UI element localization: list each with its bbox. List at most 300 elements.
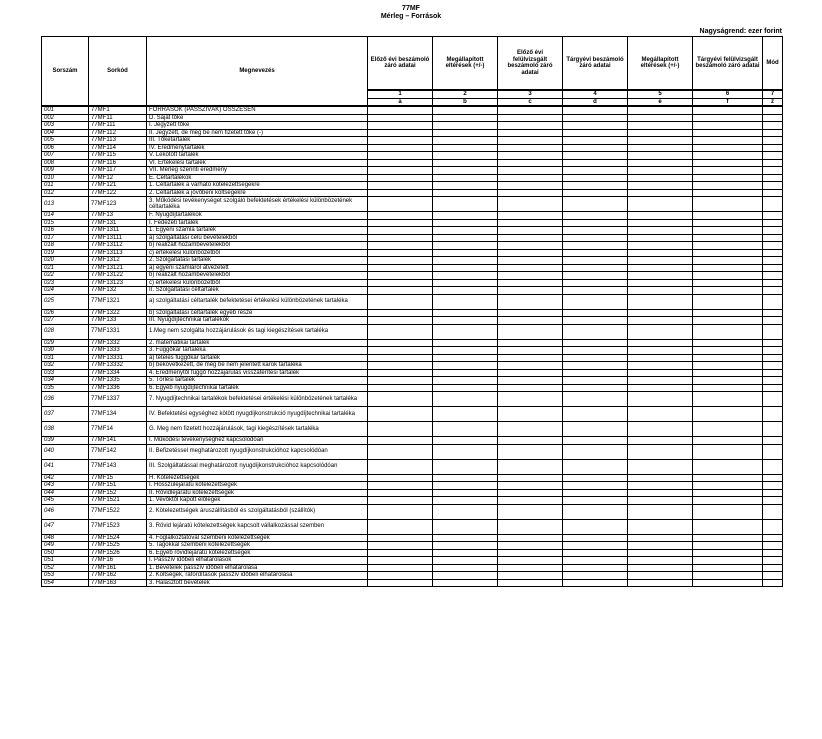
value-cell[interactable] — [628, 317, 693, 325]
value-cell[interactable] — [498, 347, 563, 355]
mode-cell[interactable] — [763, 542, 783, 550]
value-cell[interactable] — [498, 444, 563, 459]
value-cell[interactable] — [433, 249, 498, 257]
value-cell[interactable] — [498, 122, 563, 130]
mode-cell[interactable] — [763, 279, 783, 287]
value-cell[interactable] — [563, 167, 628, 175]
value-cell[interactable] — [433, 257, 498, 265]
mode-cell[interactable] — [763, 489, 783, 497]
value-cell[interactable] — [563, 114, 628, 122]
mode-cell[interactable] — [763, 579, 783, 587]
value-cell[interactable] — [693, 106, 763, 114]
value-cell[interactable] — [433, 474, 498, 482]
value-cell[interactable] — [628, 437, 693, 445]
value-cell[interactable] — [693, 242, 763, 250]
value-cell[interactable] — [628, 294, 693, 309]
value-cell[interactable] — [628, 339, 693, 347]
value-cell[interactable] — [628, 369, 693, 377]
value-cell[interactable] — [628, 167, 693, 175]
mode-cell[interactable] — [763, 309, 783, 317]
value-cell[interactable] — [498, 384, 563, 392]
value-cell[interactable] — [433, 159, 498, 167]
value-cell[interactable] — [368, 572, 433, 580]
mode-cell[interactable] — [763, 167, 783, 175]
value-cell[interactable] — [563, 174, 628, 182]
value-cell[interactable] — [693, 392, 763, 407]
value-cell[interactable] — [433, 519, 498, 534]
value-cell[interactable] — [498, 579, 563, 587]
value-cell[interactable] — [563, 189, 628, 197]
value-cell[interactable] — [498, 369, 563, 377]
value-cell[interactable] — [628, 144, 693, 152]
mode-cell[interactable] — [763, 257, 783, 265]
value-cell[interactable] — [628, 182, 693, 190]
value-cell[interactable] — [368, 549, 433, 557]
value-cell[interactable] — [693, 579, 763, 587]
value-cell[interactable] — [433, 362, 498, 370]
value-cell[interactable] — [498, 482, 563, 490]
value-cell[interactable] — [368, 309, 433, 317]
value-cell[interactable] — [693, 437, 763, 445]
value-cell[interactable] — [693, 182, 763, 190]
value-cell[interactable] — [498, 557, 563, 565]
value-cell[interactable] — [433, 339, 498, 347]
value-cell[interactable] — [693, 474, 763, 482]
value-cell[interactable] — [628, 279, 693, 287]
value-cell[interactable] — [563, 182, 628, 190]
value-cell[interactable] — [628, 534, 693, 542]
value-cell[interactable] — [628, 272, 693, 280]
value-cell[interactable] — [563, 354, 628, 362]
mode-cell[interactable] — [763, 114, 783, 122]
value-cell[interactable] — [628, 152, 693, 160]
value-cell[interactable] — [433, 354, 498, 362]
value-cell[interactable] — [433, 294, 498, 309]
value-cell[interactable] — [498, 354, 563, 362]
value-cell[interactable] — [563, 294, 628, 309]
value-cell[interactable] — [563, 384, 628, 392]
value-cell[interactable] — [693, 444, 763, 459]
value-cell[interactable] — [368, 287, 433, 295]
value-cell[interactable] — [628, 219, 693, 227]
value-cell[interactable] — [693, 309, 763, 317]
value-cell[interactable] — [628, 324, 693, 339]
mode-cell[interactable] — [763, 287, 783, 295]
value-cell[interactable] — [628, 106, 693, 114]
value-cell[interactable] — [368, 317, 433, 325]
value-cell[interactable] — [498, 114, 563, 122]
value-cell[interactable] — [498, 129, 563, 137]
mode-cell[interactable] — [763, 272, 783, 280]
value-cell[interactable] — [563, 227, 628, 235]
value-cell[interactable] — [433, 407, 498, 422]
value-cell[interactable] — [498, 534, 563, 542]
value-cell[interactable] — [433, 557, 498, 565]
value-cell[interactable] — [368, 242, 433, 250]
value-cell[interactable] — [368, 504, 433, 519]
value-cell[interactable] — [368, 377, 433, 385]
value-cell[interactable] — [498, 212, 563, 220]
value-cell[interactable] — [433, 504, 498, 519]
mode-cell[interactable] — [763, 482, 783, 490]
value-cell[interactable] — [563, 557, 628, 565]
mode-cell[interactable] — [763, 242, 783, 250]
value-cell[interactable] — [368, 279, 433, 287]
mode-cell[interactable] — [763, 227, 783, 235]
value-cell[interactable] — [368, 197, 433, 212]
value-cell[interactable] — [563, 422, 628, 437]
value-cell[interactable] — [433, 497, 498, 505]
mode-cell[interactable] — [763, 407, 783, 422]
value-cell[interactable] — [498, 174, 563, 182]
mode-cell[interactable] — [763, 362, 783, 370]
value-cell[interactable] — [628, 407, 693, 422]
value-cell[interactable] — [368, 189, 433, 197]
value-cell[interactable] — [628, 549, 693, 557]
value-cell[interactable] — [433, 264, 498, 272]
value-cell[interactable] — [368, 212, 433, 220]
value-cell[interactable] — [433, 317, 498, 325]
value-cell[interactable] — [433, 572, 498, 580]
value-cell[interactable] — [628, 579, 693, 587]
value-cell[interactable] — [368, 122, 433, 130]
value-cell[interactable] — [368, 137, 433, 145]
value-cell[interactable] — [563, 564, 628, 572]
value-cell[interactable] — [368, 227, 433, 235]
value-cell[interactable] — [433, 534, 498, 542]
value-cell[interactable] — [628, 482, 693, 490]
value-cell[interactable] — [563, 234, 628, 242]
value-cell[interactable] — [693, 212, 763, 220]
value-cell[interactable] — [628, 287, 693, 295]
mode-cell[interactable] — [763, 152, 783, 160]
value-cell[interactable] — [628, 309, 693, 317]
value-cell[interactable] — [368, 167, 433, 175]
value-cell[interactable] — [628, 504, 693, 519]
mode-cell[interactable] — [763, 377, 783, 385]
value-cell[interactable] — [693, 144, 763, 152]
value-cell[interactable] — [693, 294, 763, 309]
value-cell[interactable] — [368, 437, 433, 445]
mode-cell[interactable] — [763, 444, 783, 459]
value-cell[interactable] — [368, 384, 433, 392]
value-cell[interactable] — [628, 227, 693, 235]
mode-cell[interactable] — [763, 264, 783, 272]
value-cell[interactable] — [563, 444, 628, 459]
value-cell[interactable] — [693, 114, 763, 122]
mode-cell[interactable] — [763, 369, 783, 377]
value-cell[interactable] — [433, 279, 498, 287]
value-cell[interactable] — [498, 392, 563, 407]
mode-cell[interactable] — [763, 182, 783, 190]
mode-cell[interactable] — [763, 564, 783, 572]
value-cell[interactable] — [693, 249, 763, 257]
mode-cell[interactable] — [763, 234, 783, 242]
value-cell[interactable] — [628, 159, 693, 167]
value-cell[interactable] — [498, 564, 563, 572]
value-cell[interactable] — [563, 474, 628, 482]
value-cell[interactable] — [693, 219, 763, 227]
value-cell[interactable] — [368, 106, 433, 114]
value-cell[interactable] — [433, 242, 498, 250]
value-cell[interactable] — [628, 444, 693, 459]
mode-cell[interactable] — [763, 474, 783, 482]
value-cell[interactable] — [563, 579, 628, 587]
value-cell[interactable] — [368, 354, 433, 362]
value-cell[interactable] — [693, 482, 763, 490]
mode-cell[interactable] — [763, 504, 783, 519]
value-cell[interactable] — [498, 377, 563, 385]
mode-cell[interactable] — [763, 437, 783, 445]
value-cell[interactable] — [563, 482, 628, 490]
value-cell[interactable] — [498, 317, 563, 325]
mode-cell[interactable] — [763, 159, 783, 167]
value-cell[interactable] — [693, 504, 763, 519]
value-cell[interactable] — [563, 549, 628, 557]
value-cell[interactable] — [498, 422, 563, 437]
mode-cell[interactable] — [763, 129, 783, 137]
value-cell[interactable] — [433, 324, 498, 339]
value-cell[interactable] — [433, 174, 498, 182]
value-cell[interactable] — [693, 324, 763, 339]
mode-cell[interactable] — [763, 212, 783, 220]
value-cell[interactable] — [498, 272, 563, 280]
value-cell[interactable] — [498, 249, 563, 257]
value-cell[interactable] — [693, 257, 763, 265]
value-cell[interactable] — [498, 279, 563, 287]
value-cell[interactable] — [628, 474, 693, 482]
value-cell[interactable] — [628, 122, 693, 130]
value-cell[interactable] — [563, 219, 628, 227]
value-cell[interactable] — [628, 347, 693, 355]
mode-cell[interactable] — [763, 219, 783, 227]
value-cell[interactable] — [433, 189, 498, 197]
value-cell[interactable] — [498, 189, 563, 197]
value-cell[interactable] — [368, 339, 433, 347]
value-cell[interactable] — [433, 212, 498, 220]
value-cell[interactable] — [368, 129, 433, 137]
mode-cell[interactable] — [763, 317, 783, 325]
value-cell[interactable] — [693, 152, 763, 160]
value-cell[interactable] — [498, 167, 563, 175]
value-cell[interactable] — [498, 542, 563, 550]
value-cell[interactable] — [368, 422, 433, 437]
value-cell[interactable] — [498, 309, 563, 317]
value-cell[interactable] — [498, 474, 563, 482]
value-cell[interactable] — [368, 407, 433, 422]
value-cell[interactable] — [628, 384, 693, 392]
value-cell[interactable] — [368, 114, 433, 122]
value-cell[interactable] — [628, 392, 693, 407]
value-cell[interactable] — [628, 572, 693, 580]
value-cell[interactable] — [563, 347, 628, 355]
value-cell[interactable] — [693, 407, 763, 422]
value-cell[interactable] — [693, 137, 763, 145]
value-cell[interactable] — [433, 287, 498, 295]
value-cell[interactable] — [368, 519, 433, 534]
value-cell[interactable] — [433, 219, 498, 227]
value-cell[interactable] — [693, 159, 763, 167]
mode-cell[interactable] — [763, 249, 783, 257]
value-cell[interactable] — [498, 294, 563, 309]
value-cell[interactable] — [368, 489, 433, 497]
value-cell[interactable] — [628, 519, 693, 534]
value-cell[interactable] — [693, 287, 763, 295]
value-cell[interactable] — [433, 564, 498, 572]
value-cell[interactable] — [433, 122, 498, 130]
value-cell[interactable] — [693, 572, 763, 580]
value-cell[interactable] — [693, 227, 763, 235]
value-cell[interactable] — [693, 317, 763, 325]
value-cell[interactable] — [498, 264, 563, 272]
value-cell[interactable] — [563, 197, 628, 212]
value-cell[interactable] — [628, 497, 693, 505]
value-cell[interactable] — [563, 317, 628, 325]
mode-cell[interactable] — [763, 519, 783, 534]
value-cell[interactable] — [433, 114, 498, 122]
value-cell[interactable] — [368, 294, 433, 309]
value-cell[interactable] — [433, 579, 498, 587]
value-cell[interactable] — [693, 339, 763, 347]
value-cell[interactable] — [563, 489, 628, 497]
value-cell[interactable] — [693, 362, 763, 370]
value-cell[interactable] — [693, 189, 763, 197]
value-cell[interactable] — [498, 572, 563, 580]
value-cell[interactable] — [693, 459, 763, 474]
value-cell[interactable] — [433, 482, 498, 490]
value-cell[interactable] — [563, 106, 628, 114]
value-cell[interactable] — [693, 534, 763, 542]
value-cell[interactable] — [693, 564, 763, 572]
value-cell[interactable] — [563, 122, 628, 130]
value-cell[interactable] — [498, 324, 563, 339]
value-cell[interactable] — [433, 377, 498, 385]
value-cell[interactable] — [628, 234, 693, 242]
value-cell[interactable] — [368, 152, 433, 160]
value-cell[interactable] — [563, 144, 628, 152]
value-cell[interactable] — [628, 354, 693, 362]
value-cell[interactable] — [628, 542, 693, 550]
value-cell[interactable] — [693, 129, 763, 137]
value-cell[interactable] — [433, 459, 498, 474]
value-cell[interactable] — [433, 392, 498, 407]
value-cell[interactable] — [628, 174, 693, 182]
value-cell[interactable] — [433, 137, 498, 145]
value-cell[interactable] — [368, 234, 433, 242]
value-cell[interactable] — [368, 392, 433, 407]
value-cell[interactable] — [498, 159, 563, 167]
value-cell[interactable] — [563, 407, 628, 422]
value-cell[interactable] — [563, 369, 628, 377]
value-cell[interactable] — [693, 272, 763, 280]
value-cell[interactable] — [498, 497, 563, 505]
value-cell[interactable] — [368, 444, 433, 459]
value-cell[interactable] — [563, 504, 628, 519]
value-cell[interactable] — [498, 106, 563, 114]
value-cell[interactable] — [368, 542, 433, 550]
mode-cell[interactable] — [763, 122, 783, 130]
value-cell[interactable] — [433, 234, 498, 242]
value-cell[interactable] — [693, 122, 763, 130]
value-cell[interactable] — [628, 189, 693, 197]
value-cell[interactable] — [368, 182, 433, 190]
value-cell[interactable] — [433, 444, 498, 459]
value-cell[interactable] — [498, 339, 563, 347]
value-cell[interactable] — [628, 422, 693, 437]
value-cell[interactable] — [433, 182, 498, 190]
mode-cell[interactable] — [763, 557, 783, 565]
value-cell[interactable] — [693, 234, 763, 242]
value-cell[interactable] — [368, 144, 433, 152]
value-cell[interactable] — [498, 242, 563, 250]
mode-cell[interactable] — [763, 294, 783, 309]
value-cell[interactable] — [433, 167, 498, 175]
value-cell[interactable] — [433, 197, 498, 212]
value-cell[interactable] — [368, 219, 433, 227]
value-cell[interactable] — [563, 542, 628, 550]
value-cell[interactable] — [693, 489, 763, 497]
value-cell[interactable] — [628, 557, 693, 565]
value-cell[interactable] — [563, 392, 628, 407]
mode-cell[interactable] — [763, 106, 783, 114]
value-cell[interactable] — [368, 249, 433, 257]
value-cell[interactable] — [693, 519, 763, 534]
mode-cell[interactable] — [763, 324, 783, 339]
value-cell[interactable] — [563, 152, 628, 160]
value-cell[interactable] — [628, 459, 693, 474]
mode-cell[interactable] — [763, 339, 783, 347]
value-cell[interactable] — [563, 212, 628, 220]
value-cell[interactable] — [628, 264, 693, 272]
value-cell[interactable] — [563, 242, 628, 250]
value-cell[interactable] — [433, 272, 498, 280]
value-cell[interactable] — [693, 174, 763, 182]
value-cell[interactable] — [563, 324, 628, 339]
value-cell[interactable] — [433, 129, 498, 137]
value-cell[interactable] — [368, 459, 433, 474]
value-cell[interactable] — [563, 459, 628, 474]
value-cell[interactable] — [498, 549, 563, 557]
value-cell[interactable] — [628, 377, 693, 385]
mode-cell[interactable] — [763, 174, 783, 182]
value-cell[interactable] — [628, 129, 693, 137]
mode-cell[interactable] — [763, 354, 783, 362]
value-cell[interactable] — [498, 504, 563, 519]
value-cell[interactable] — [498, 437, 563, 445]
mode-cell[interactable] — [763, 497, 783, 505]
value-cell[interactable] — [498, 257, 563, 265]
value-cell[interactable] — [433, 309, 498, 317]
value-cell[interactable] — [563, 534, 628, 542]
value-cell[interactable] — [433, 549, 498, 557]
mode-cell[interactable] — [763, 347, 783, 355]
value-cell[interactable] — [368, 257, 433, 265]
value-cell[interactable] — [693, 497, 763, 505]
value-cell[interactable] — [368, 534, 433, 542]
value-cell[interactable] — [693, 549, 763, 557]
value-cell[interactable] — [563, 572, 628, 580]
value-cell[interactable] — [693, 279, 763, 287]
value-cell[interactable] — [693, 384, 763, 392]
value-cell[interactable] — [498, 182, 563, 190]
value-cell[interactable] — [498, 407, 563, 422]
value-cell[interactable] — [628, 489, 693, 497]
value-cell[interactable] — [563, 137, 628, 145]
value-cell[interactable] — [498, 459, 563, 474]
mode-cell[interactable] — [763, 144, 783, 152]
value-cell[interactable] — [693, 264, 763, 272]
value-cell[interactable] — [498, 197, 563, 212]
